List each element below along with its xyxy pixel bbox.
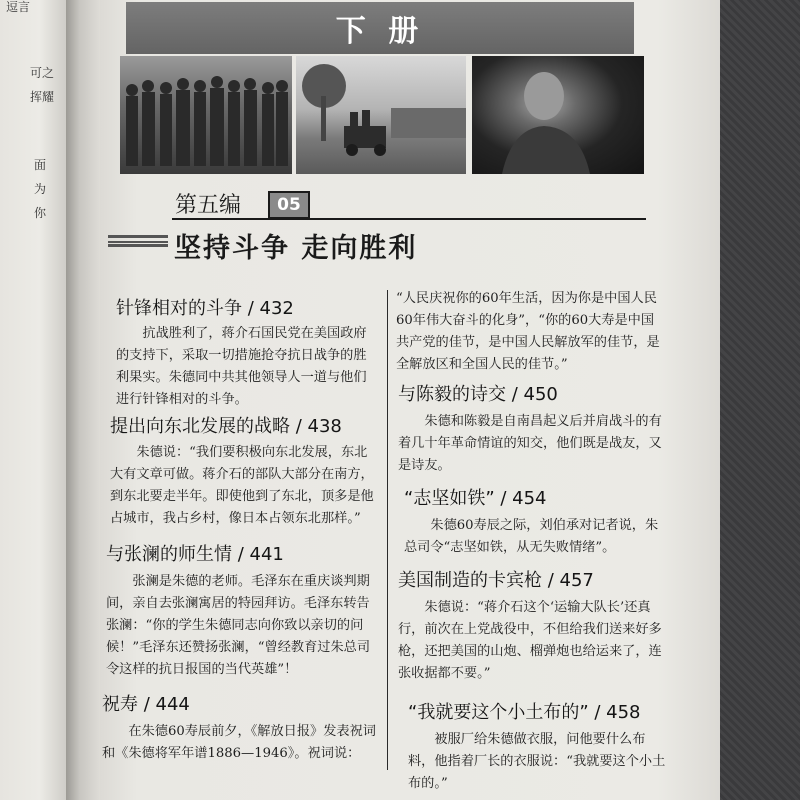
photo-group-of-soldiers <box>120 56 292 174</box>
toc-entry-summary: 被服厂给朱德做衣服，问他要什么布料，他指着厂长的衣服说：“我就要这个小土布的。” <box>408 732 666 791</box>
toc-entry-summary: 朱德说：“我们要积极向东北发展，东北大有文章可做。蒋介石的部队大部分在南方，到东北要走半年。即使他到了东北，顶多是他占城市，我占乡村，像日本占领东北那样。” <box>110 445 374 526</box>
toc-entry-summary: 朱德和陈毅是自南昌起义后并肩战斗的有着几十年革命情谊的知交，他们既是战友，又是诗友。 <box>398 414 662 473</box>
toc-entry-continued <box>396 288 664 376</box>
left-margin-text: 可之 <box>30 66 55 80</box>
toc-entry-summary: 朱德60寿辰之际，刘伯承对记者说，朱总司令“志坚如铁，从无失败情绪”。 <box>404 518 659 555</box>
left-margin-text: 为 <box>34 182 47 196</box>
jeep-photo-illustration <box>296 56 466 174</box>
left-margin-text: 挥耀 <box>30 90 55 104</box>
decorative-bars <box>108 235 168 247</box>
part-number-badge: 05 <box>268 191 310 219</box>
photo-jeep-parade <box>296 56 466 174</box>
toc-entry-title: 提出向东北发展的战略 / 438 <box>110 416 342 437</box>
part-label: 第五编 <box>175 193 242 218</box>
toc-entry <box>398 566 666 685</box>
book-spine <box>66 0 100 800</box>
portrait-photo-illustration <box>472 56 644 174</box>
column-divider <box>387 290 388 770</box>
toc-entry-summary: 朱德说：“蒋介石这个‘运输大队长’还真行，前次在上党战役中，不但给我们送来好多枪，还把美国的山炮、榴弹炮也给运来了，连张收据都不要。” <box>398 600 662 681</box>
left-margin-text: 你 <box>34 206 47 220</box>
soldiers-photo-illustration <box>120 56 292 174</box>
toc-entry-summary: 抗战胜利了，蒋介石国民党在美国政府的支持下，采取一切措施抢夺抗日战争的胜利果实。朱德同中共其他领导人一道与他们进行针锋相对的斗争。 <box>116 326 367 407</box>
toc-entry-title: 美国制造的卡宾枪 / 457 <box>398 570 594 591</box>
toc-entry-summary: 在朱德60寿辰前夕，《解放日报》发表祝词和《朱德将军年谱1886—1946》。祝词说： <box>102 724 376 761</box>
left-margin-text: 面 <box>34 158 47 172</box>
toc-entry-title: 祝寿 / 444 <box>102 694 190 715</box>
toc-entry-title: “志坚如铁” / 454 <box>404 488 547 509</box>
section-title: 坚持斗争 走向胜利 <box>174 233 418 264</box>
banner-title: 下 册 <box>335 14 425 49</box>
toc-entry-summary: “人民庆祝你的60年生活，因为你是中国人民60年伟大奋斗的化身”，“你的60大寿是中国共产党的佳节，是中国人民解放军的佳节，是全解放区和全国人民的佳节。” <box>396 291 660 372</box>
left-page <box>0 0 66 800</box>
toc-entry <box>110 412 378 530</box>
toc-entry <box>102 690 380 765</box>
photo-portrait <box>472 56 644 174</box>
toc-entry-summary: 张澜是朱德的老师。毛泽东在重庆谈判期间，亲自去张澜寓居的特园拜访。毛泽东转告张澜：“你的学生朱德同志向你致以亲切的问候！”毛泽东还赞扬张澜，“曾经教育过朱总司令这样的抗日报国的当代英雄”！ <box>106 574 371 677</box>
dark-background <box>715 0 800 800</box>
toc-entry-title: 针锋相对的斗争 / 432 <box>116 298 294 319</box>
volume-banner <box>126 2 634 54</box>
toc-entry-title: 与陈毅的诗交 / 450 <box>398 384 558 405</box>
toc-entry <box>106 540 380 681</box>
toc-entry <box>398 380 666 477</box>
toc-entry-title: 与张澜的师生情 / 441 <box>106 544 284 565</box>
toc-entry-title: “我就要这个小土布的” / 458 <box>408 702 641 723</box>
toc-entry <box>116 294 378 411</box>
toc-entry <box>408 698 670 795</box>
header-rule <box>172 218 646 220</box>
left-margin-text: 逗言 <box>6 0 31 14</box>
toc-entry <box>404 484 666 559</box>
